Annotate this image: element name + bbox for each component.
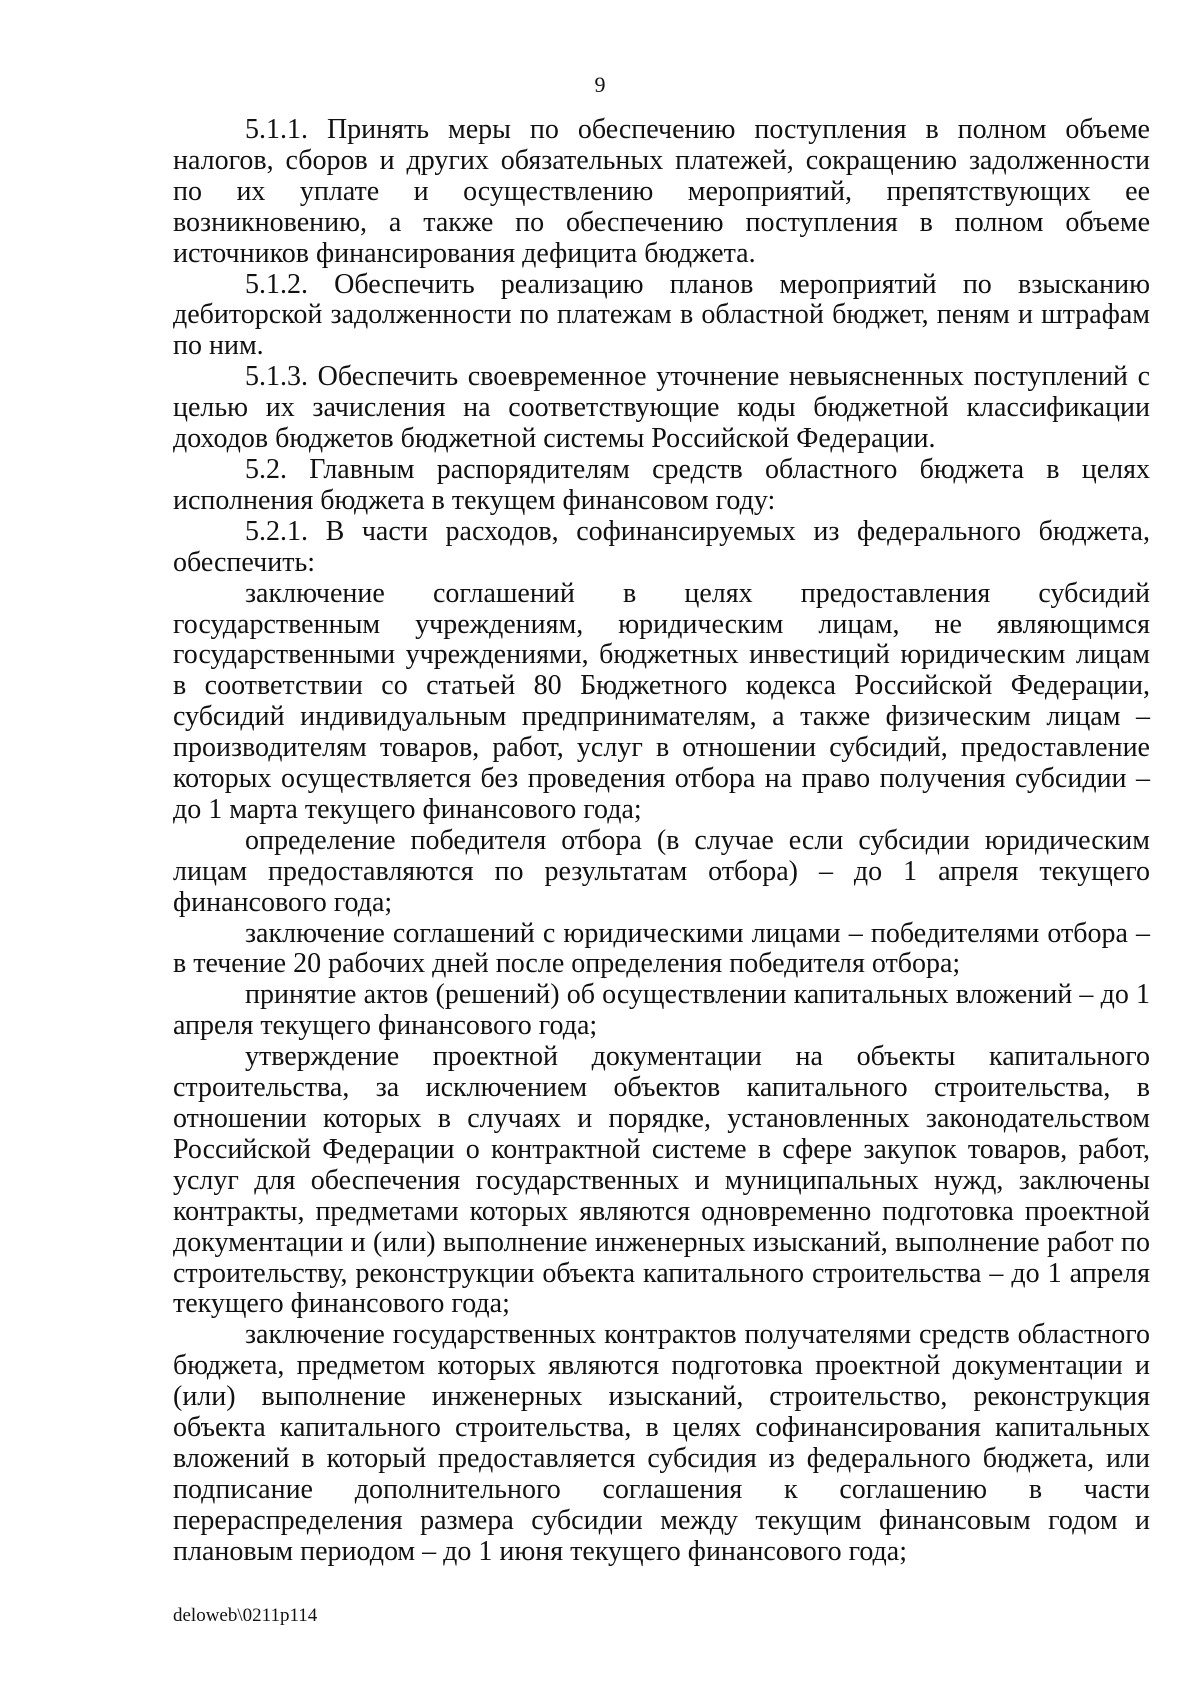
paragraph-agreements-winners: заключение соглашений с юридическими лицами – победителями отбора – в течение 20 рабочих дней после определения победителя отбора; <box>173 917 1150 980</box>
paragraph-5-2-1: 5.2.1. В части расходов, софинансируемых из федерального бюджета, обеспечить: <box>173 515 1150 578</box>
footer-document-code: deloweb\0211p114 <box>173 1605 318 1626</box>
paragraph-agreements-subsidies: заключение соглашений в целях предоставления субсидий государственным учреждениям, юридическим лицам, не являющимся государственными учреждениями, бюджетных инвестиций юридическим лицам в соответствии со статьей 80 Бюджетного кодекса Российской Федерации, субсидий индивидуальным предпринимателям, а также физическим лицам – производителям товаров, работ, услуг в отношении субсидий, предоставление которых осуществляется без проведения отбора на право получения субсидии – до 1 марта текущего финансового года; <box>173 577 1150 825</box>
paragraph-selection-winner: определение победителя отбора (в случае если субсидии юридическим лицам предоставляются по результатам отбора) – до 1 апреля текущего финансового года; <box>173 824 1150 918</box>
paragraph-capital-investments: принятие актов (решений) об осуществлении капитальных вложений – до 1 апреля текущего финансового года; <box>173 979 1150 1042</box>
paragraph-5-1-3: 5.1.3. Обеспечить своевременное уточнение невыясненных поступлений с целью их зачисления на соответствующие коды бюджетной классификации доходов бюджетов бюджетной системы Российской Федерации. <box>173 361 1150 455</box>
paragraph-project-documentation: утверждение проектной документации на объекты капитального строительства, за исключением объектов капитального строительства, в отношении которых в случаях и порядке, установленных законодательством Российской Федерации о контрактной системе в сфере закупок товаров, работ, услуг для обеспечения государственных и муниципальных нужд, заключены контракты, предметами которых являются одновременно подготовка проектной документации и (или) выполнение инженерных изысканий, выполнение работ по строительству, реконструкции объекта капитального строительства – до 1 апреля текущего финансового года; <box>173 1041 1150 1320</box>
paragraph-5-2: 5.2. Главным распорядителям средств областного бюджета в целях исполнения бюджета в текущем финансовом году: <box>173 453 1150 516</box>
paragraph-5-1-2: 5.1.2. Обеспечить реализацию планов мероприятий по взысканию дебиторской задолженности по платежам в областной бюджет, пеням и штрафам по ним. <box>173 268 1150 362</box>
paragraph-state-contracts: заключение государственных контрактов получателями средств областного бюджета, предметом которых являются подготовка проектной документации и (или) выполнение инженерных изысканий, строительство, реконструкция объекта капитального строительства, в целях софинансирования капитальных вложений в который предоставляется субсидия из федерального бюджета, или подписание дополнительного соглашения к соглашению в части перераспределения размера субсидии между текущим финансовым годом и плановым периодом – до 1 июня текущего финансового года; <box>173 1319 1150 1567</box>
paragraph-5-1-1: 5.1.1. Принять меры по обеспечению поступления в полном объеме налогов, сборов и других обязательных платежей, сокращению задолженности по их уплате и осуществлению мероприятий, препятствующих ее возникновению, а также по обеспечению поступления в полном объеме источников финансирования дефицита бюджета. <box>173 114 1150 269</box>
page-number: 9 <box>594 72 606 97</box>
document-body <box>173 115 1150 1568</box>
